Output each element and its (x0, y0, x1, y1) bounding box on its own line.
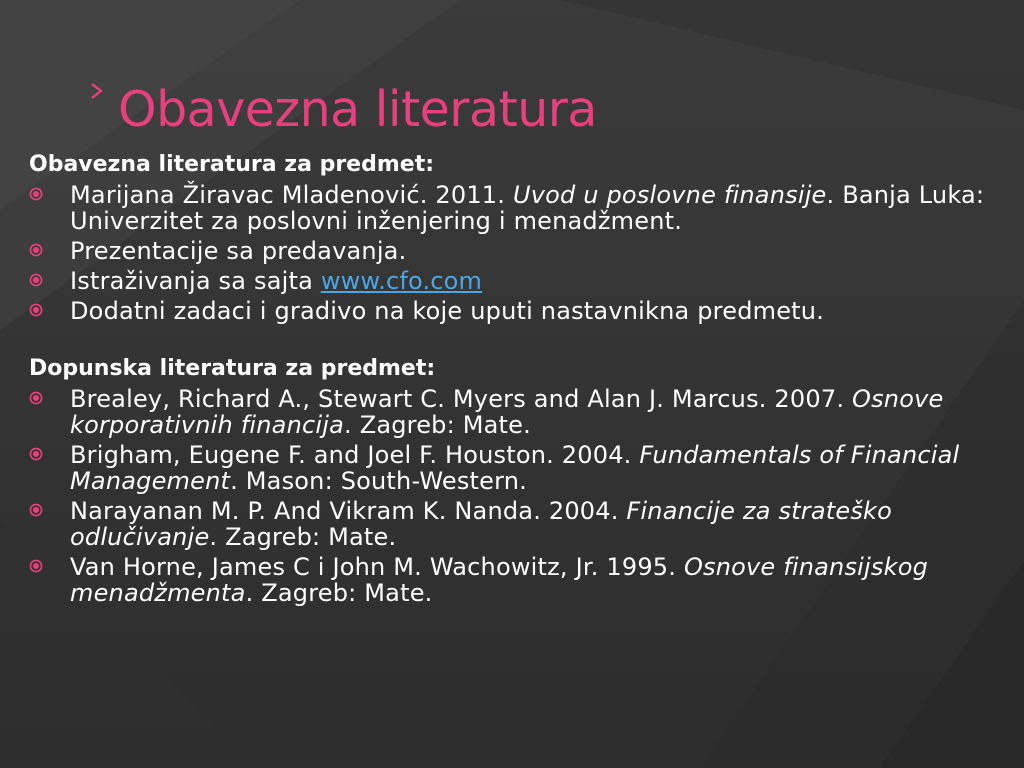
slide-content (29, 150, 989, 610)
circled-dot-bullet-icon (29, 391, 43, 405)
circled-dot-bullet-icon (29, 273, 43, 287)
item-title-italic: Fundamentals of Financial Management (70, 441, 960, 495)
required-literature-heading: Obavezna literatura za predmet: (29, 152, 435, 177)
item-title-italic: Osnove korporativnih financija (70, 385, 944, 439)
circled-dot-bullet-icon (29, 447, 43, 461)
literature-sections (29, 150, 989, 606)
item-text: Van Horne, James C i John M. Wachowitz, Jr. 1995. (70, 553, 684, 581)
literature-list-item (29, 268, 989, 294)
item-text: Istraživanja sa sajta (70, 267, 321, 295)
supplementary-literature-list (29, 386, 989, 606)
literature-list-item (29, 442, 989, 494)
circled-dot-bullet-icon (29, 303, 43, 317)
item-text: Narayanan M. P. And Vikram K. Nanda. 2004. (70, 497, 627, 525)
item-text-tail: . Zagreb: Mate. (344, 411, 531, 439)
literature-list-item (29, 182, 989, 234)
required-literature-list (29, 182, 989, 324)
item-text-tail: . Mason: South-Western. (230, 467, 527, 495)
literature-list-item (29, 554, 989, 606)
item-text: Dodatni zadaci i gradivo na koje uputi nastavnikna predmetu. (70, 297, 825, 325)
circled-dot-bullet-icon (29, 559, 43, 573)
circled-dot-bullet-icon (29, 503, 43, 517)
chevron-right-icon (88, 82, 106, 100)
item-text-tail: . Banja Luka: Univerzitet za poslovni inženjering i menadžment. (70, 181, 985, 235)
item-title-italic: Osnove finansijskog menadžmenta (70, 553, 929, 607)
item-text: Brealey, Richard A., Stewart C. Myers and Alan J. Marcus. 2007. (70, 385, 852, 413)
literature-list-item (29, 238, 989, 264)
circled-dot-bullet-icon (29, 243, 43, 257)
item-text: Marijana Žiravac Mladenović. 2011. (70, 181, 513, 209)
slide-title: Obavezna literatura (118, 81, 597, 138)
supplementary-literature-heading: Dopunska literatura za predmet: (29, 356, 436, 381)
literature-list-item (29, 386, 989, 438)
item-text-tail: . Zagreb: Mate. (209, 523, 397, 551)
literature-list-item (29, 298, 989, 324)
literature-list-item (29, 498, 989, 550)
item-title-italic: Financije za strateško odlučivanje (70, 497, 893, 551)
circled-dot-bullet-icon (29, 187, 43, 201)
item-text-tail: . Zagreb: Mate. (245, 579, 433, 607)
item-text: Brigham, Eugene F. and Joel F. Houston. 2004. (70, 441, 640, 469)
item-text: Prezentacije sa predavanja. (70, 237, 407, 265)
cfo-website-link[interactable]: www.cfo.com (320, 267, 483, 295)
item-title-italic: Uvod u poslovne finansije (512, 181, 827, 209)
